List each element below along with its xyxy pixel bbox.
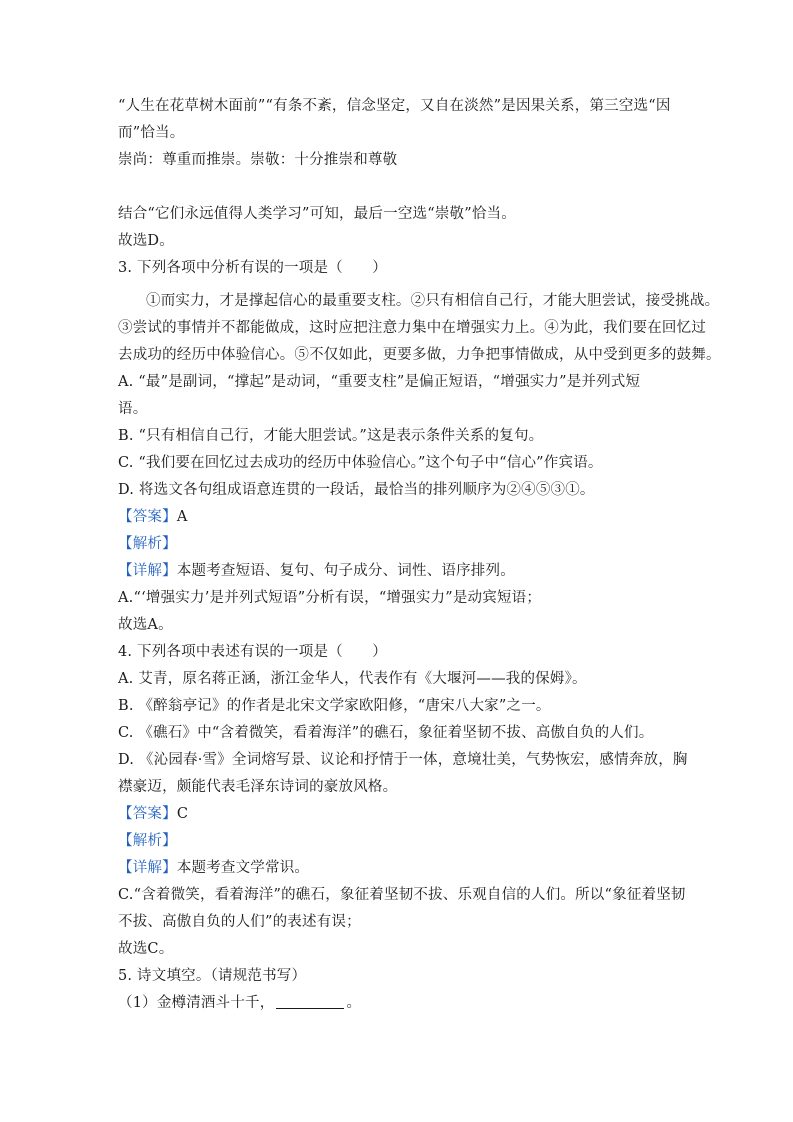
detail-tag: 【详解】 [118, 860, 177, 876]
text-line: “人生在花草树木面前”“有条不紊，信念坚定，又自在淡然”是因果关系，第三空选“因 [118, 98, 671, 114]
answer-value: C [176, 806, 189, 822]
text-line: 崇尚：尊重而推崇。崇敬：十分推崇和尊敬 [118, 152, 398, 168]
option-c: C. “我们要在回忆过去成功的经历中体验信心。”这个句子中“信心”作宾语。 [118, 455, 603, 471]
detail-text: 本题考查文学常识。 [176, 860, 310, 876]
detail-line [118, 561, 515, 581]
passage-line: ③尝试的事情并不都能做成，这时应把注意力集中在增强实力上。④为此，我们要在回忆过 [118, 320, 706, 336]
poem-line-suffix: 。 [346, 995, 362, 1011]
answer-tag: 【答案】 [118, 509, 177, 525]
detail-text: 本题考查短语、复句、句子成分、词性、语序排列。 [176, 563, 515, 579]
option-b: B. “只有相信自己行，才能大胆尝试。”这是表示条件关系的复句。 [118, 428, 544, 444]
option-c: C. 《礁石》中“含着微笑，看着海洋”的礁石，象征着坚韧不拔、高傲自负的人们。 [118, 725, 654, 741]
option-b: B. 《醉翁亭记》的作者是北宋文学家欧阳修，“唐宋八大家”之一。 [118, 698, 551, 714]
detail-line [118, 858, 309, 878]
analysis-tag: 【解析】 [118, 833, 177, 849]
passage-line: ①而实力，才是撑起信心的最重要支柱。②只有相信自己行，才能大胆尝试，接受挑战。 [146, 293, 720, 309]
answer-line [118, 507, 187, 527]
answer-blank[interactable] [276, 994, 344, 1009]
text-line: 不拔、高傲自负的人们”的表述有误； [118, 914, 361, 930]
answer-tag: 【答案】 [118, 806, 177, 822]
question-5-stem: 5. 诗文填空。（请规范书写） [118, 968, 307, 984]
option-d: D. 《沁园春·雪》全词熔写景、议论和抒情于一体，意境壮美，气势恢宏，感情奔放，胸 [118, 752, 688, 768]
text-line: 故选D。 [118, 233, 174, 249]
text-line: C.“含着微笑，看着海洋”的礁石，象征着坚韧不拔、乐观自信的人们。所以“象征着坚韧 [118, 887, 686, 903]
analysis-tag: 【解析】 [118, 536, 177, 552]
option-d: D. 将选文各句组成语意连贯的一段话，最恰当的排列顺序为②④⑤③①。 [118, 482, 595, 498]
option-d-cont: 襟豪迈，颇能代表毛泽东诗词的豪放风格。 [118, 779, 398, 795]
text-line: 故选C。 [118, 941, 174, 957]
option-a: A. “最”是副词，“撑起”是动词，“重要支柱”是偏正短语，“增强实力”是并列式短 [118, 374, 641, 390]
text-line: A.“‘增强实力’是并列式短语”分析有误，“增强实力”是动宾短语； [118, 590, 542, 606]
fill-blank-line [118, 993, 361, 1013]
detail-tag: 【详解】 [118, 563, 177, 579]
answer-value: A [176, 509, 188, 525]
analysis-line [118, 534, 177, 554]
option-a: A. 艾青，原名蒋正涵，浙江金华人，代表作有《大堰河——我的保姆》。 [118, 671, 587, 687]
text-line: 结合“它们永远值得人类学习”可知，最后一空选“崇敬”恰当。 [118, 206, 516, 222]
text-line: 故选A。 [118, 617, 173, 633]
question-3-stem: 3. 下列各项中分析有误的一项是（ ） [118, 260, 387, 276]
analysis-line [118, 831, 177, 851]
option-a-cont: 语。 [118, 401, 148, 417]
text-line: 而”恰当。 [118, 125, 185, 141]
question-4-stem: 4. 下列各项中表述有误的一项是（ ） [118, 644, 387, 660]
answer-line [118, 804, 188, 824]
passage-line: 去成功的经历中体验信心。⑤不仅如此，更要多做，力争把事情做成，从中受到更多的鼓舞。 [118, 347, 721, 363]
poem-line-prefix: （1）金樽清酒斗十千， [118, 995, 275, 1011]
